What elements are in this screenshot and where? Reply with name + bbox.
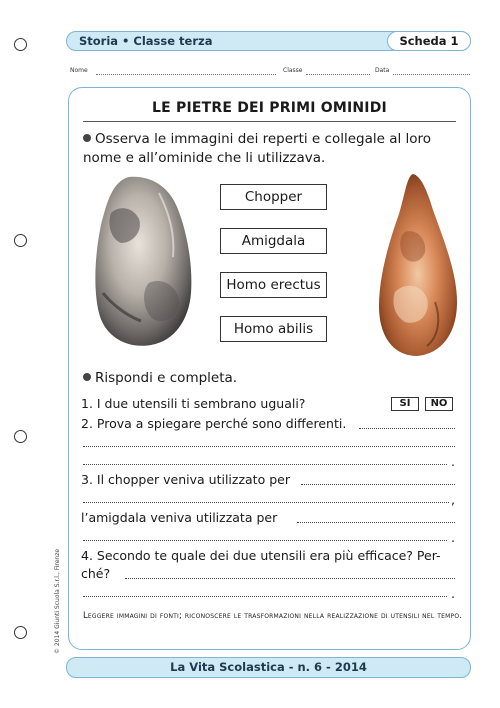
line-end-period-4: . [451, 586, 455, 601]
question-4: 4. Secondo te quale dei due utensili era più efficace? Per- [81, 548, 441, 563]
chopper-stone-image [89, 173, 197, 349]
answer-line-3d[interactable] [83, 540, 447, 541]
page-title: LE PIETRE DEI PRIMI OMINIDI [152, 100, 387, 116]
question-4-continued: ché? [81, 566, 111, 581]
answer-line-2c[interactable] [83, 464, 447, 465]
question-3-amigdala: l’amigdala veniva utilizzata per [81, 510, 278, 525]
question-2: 2. Prova a spiegare perché sono differenti. [81, 416, 347, 431]
title-divider [83, 121, 456, 122]
instruction-answer-text: Rispondi e completa. [95, 370, 238, 386]
binder-hole-2 [14, 234, 27, 247]
student-fields [70, 67, 470, 79]
line-end-period-2: . [451, 454, 455, 469]
answer-line-2a[interactable] [359, 428, 455, 429]
date-field[interactable] [393, 74, 470, 75]
instruction-observe-text: Osserva le immagini dei reperti e collegale al loro nome e all’ominide che li utilizzava. [83, 131, 432, 166]
footer-bar: La Vita Scolastica - n. 6 - 2014 [66, 657, 471, 678]
binder-hole-1 [14, 38, 27, 51]
subject-label: Storia • Classe terza [79, 34, 213, 48]
bullet-icon [83, 134, 91, 142]
date-label: Data [375, 67, 390, 74]
answer-yes-box[interactable]: SÌ [391, 397, 419, 411]
answer-line-4a[interactable] [125, 578, 455, 579]
answer-line-3c[interactable] [297, 522, 455, 523]
instruction-answer [83, 369, 461, 388]
line-end-comma-3: , [451, 492, 455, 507]
question-3-chopper: 3. Il chopper veniva utilizzato per [81, 472, 290, 487]
line-end-period-3: . [451, 530, 455, 545]
class-label: Classe [283, 67, 303, 74]
class-field[interactable] [306, 74, 370, 75]
binder-hole-4 [14, 626, 27, 639]
name-label: Nome [70, 67, 88, 74]
label-amigdala[interactable]: Amigdala [220, 228, 327, 254]
name-field[interactable] [96, 74, 276, 75]
answer-line-2b[interactable] [83, 446, 455, 447]
worksheet-box [68, 87, 471, 650]
instruction-observe [83, 130, 461, 168]
label-chopper[interactable]: Chopper [220, 184, 327, 210]
answer-line-3a[interactable] [301, 484, 455, 485]
label-homo-erectus[interactable]: Homo erectus [220, 272, 327, 298]
binder-hole-3 [14, 430, 27, 443]
learning-objectives: Leggere immagini di fonti; riconoscere le trasformazioni nella realizzazione di utensili nel tempo. [83, 611, 463, 621]
label-homo-abilis[interactable]: Homo abilis [220, 316, 327, 342]
bullet-icon [83, 373, 91, 381]
question-1: 1. I due utensili ti sembrano uguali? [81, 396, 306, 411]
answer-line-3b[interactable] [83, 502, 449, 503]
amigdala-stone-image [375, 172, 461, 358]
copyright-notice: © 2014 Giunti Scuola S.r.l., Firenze [54, 548, 61, 654]
header-bar [66, 31, 471, 51]
answer-no-box[interactable]: NO [425, 397, 453, 411]
sheet-label: Scheda 1 [387, 31, 471, 51]
answer-line-4b[interactable] [83, 596, 447, 597]
